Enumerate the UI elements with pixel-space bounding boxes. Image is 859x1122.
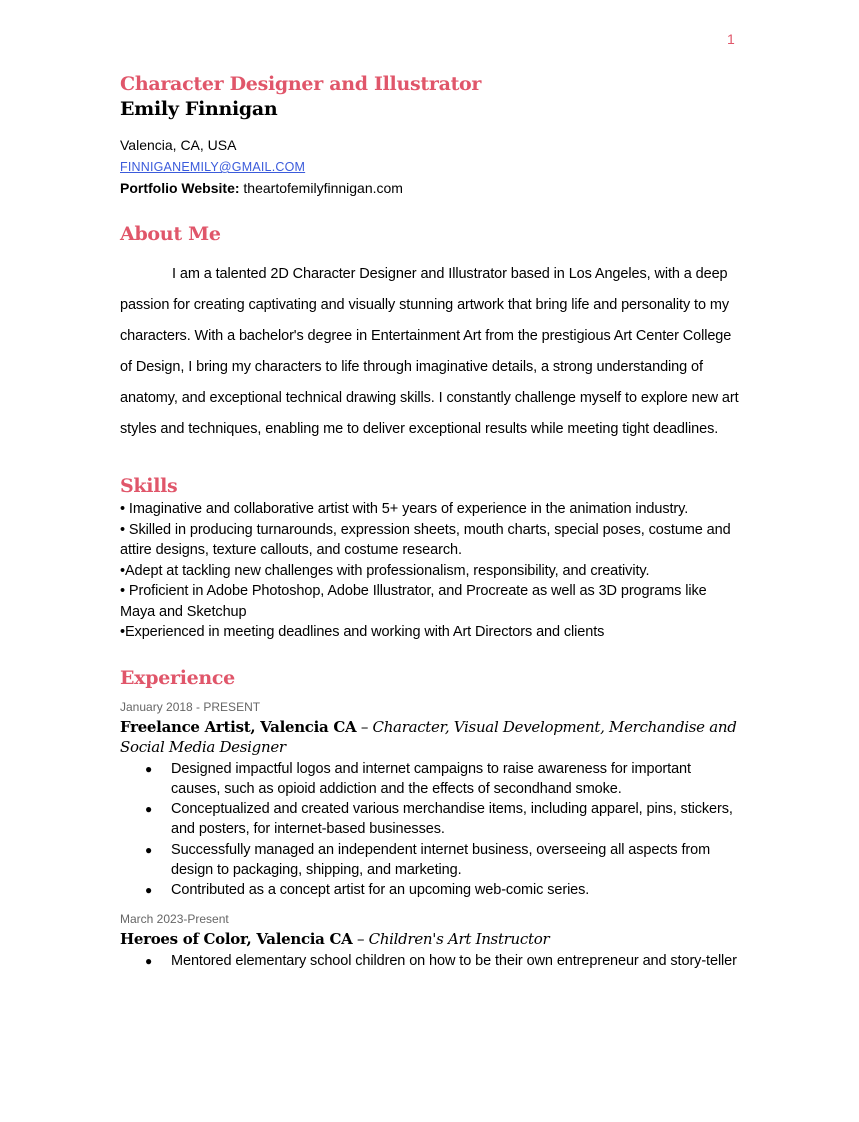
location: Valencia, CA, USA xyxy=(120,137,237,153)
job-entry-heroes-of-color xyxy=(120,909,740,971)
bullet-icon: ● xyxy=(145,761,153,776)
resume-document xyxy=(120,71,740,971)
job-entry-freelance xyxy=(120,697,740,901)
bullet-icon: ● xyxy=(145,842,153,857)
bullet-icon: ● xyxy=(145,883,153,898)
list-item xyxy=(120,759,740,800)
skill-item: • Skilled in producing turnarounds, expression sheets, mouth charts, special poses, costume and attire designs, texture callouts, and costume research. xyxy=(120,521,731,558)
bullet-text: Contributed as a concept artist for an upcoming web-comic series. xyxy=(171,882,590,899)
about-heading: About Me xyxy=(120,223,221,245)
job-bullets xyxy=(120,759,740,901)
list-item xyxy=(120,799,740,840)
portfolio-line xyxy=(120,178,740,199)
skills-list xyxy=(120,499,740,643)
contact-block xyxy=(120,135,740,199)
portfolio-label: Portfolio Website: xyxy=(120,180,240,196)
skill-item: • Proficient in Adobe Photoshop, Adobe Illustrator, and Procreate as well as 3D programs like Maya and Sketchup xyxy=(120,583,707,620)
job-role: Character, Visual Development, Merchandise and Social Media Designer xyxy=(120,717,737,756)
list-item xyxy=(120,951,740,971)
job-bullets xyxy=(120,951,740,971)
job-date: March 2023-Present xyxy=(120,911,229,926)
skill-item: • Imaginative and collaborative artist with 5+ years of experience in the animation industry. xyxy=(120,501,689,517)
portfolio-website: theartofemilyfinnigan.com xyxy=(239,180,403,196)
list-item xyxy=(120,880,740,900)
skill-item: •Experienced in meeting deadlines and working with Art Directors and clients xyxy=(120,624,605,640)
job-date: January 2018 - PRESENT xyxy=(120,699,261,714)
job-role: Children's Art Instructor xyxy=(368,929,550,948)
skills-heading: Skills xyxy=(120,475,178,497)
job-separator: – xyxy=(356,717,373,736)
job-employer: Freelance Artist, Valencia CA xyxy=(120,717,357,736)
bullet-text: Conceptualized and created various merchandise items, including apparel, pins, stickers, and posters, for internet-based businesses. xyxy=(171,801,733,838)
job-separator: – xyxy=(352,929,369,948)
bullet-text: Successfully managed an independent internet business, overseeing all aspects from design to packaging, shipping, and marketing. xyxy=(171,841,711,878)
job-title xyxy=(120,717,740,757)
about-text: I am a talented 2D Character Designer and Illustrator based in Los Angeles, with a deep passion for creating captivating and visually stunning artwork that bring life and personality to my characters. With a bachelor's degree in Entertainment Art from the prestigious Art Center College of Design, I bring my characters to life through imaginative details, a strong understanding of anatomy, and exceptional technical drawing skills. I constantly challenge myself to explore new art styles and techniques, enabling me to deliver exceptional results while meeting tight deadlines. xyxy=(120,266,739,437)
candidate-name: Emily Finnigan xyxy=(120,98,278,120)
bullet-icon: ● xyxy=(145,953,153,968)
bullet-text: Mentored elementary school children on how to be their own entrepreneur and story-teller xyxy=(171,952,737,969)
role-title: Character Designer and Illustrator xyxy=(120,73,482,95)
job-title xyxy=(120,929,740,949)
experience-heading: Experience xyxy=(120,666,235,689)
bullet-text: Designed impactful logos and internet campaigns to raise awareness for important causes, such as opioid addiction and the effects of secondhand smoke. xyxy=(171,760,691,797)
list-item xyxy=(120,840,740,881)
skill-item: •Adept at tackling new challenges with professionalism, responsibility, and creativity. xyxy=(120,562,650,579)
page-number: 1 xyxy=(727,31,735,47)
bullet-icon: ● xyxy=(145,802,153,817)
email-link[interactable]: FINNIGANEMILY@GMAIL.COM xyxy=(120,160,306,174)
job-employer: Heroes of Color, Valencia CA xyxy=(120,929,353,948)
